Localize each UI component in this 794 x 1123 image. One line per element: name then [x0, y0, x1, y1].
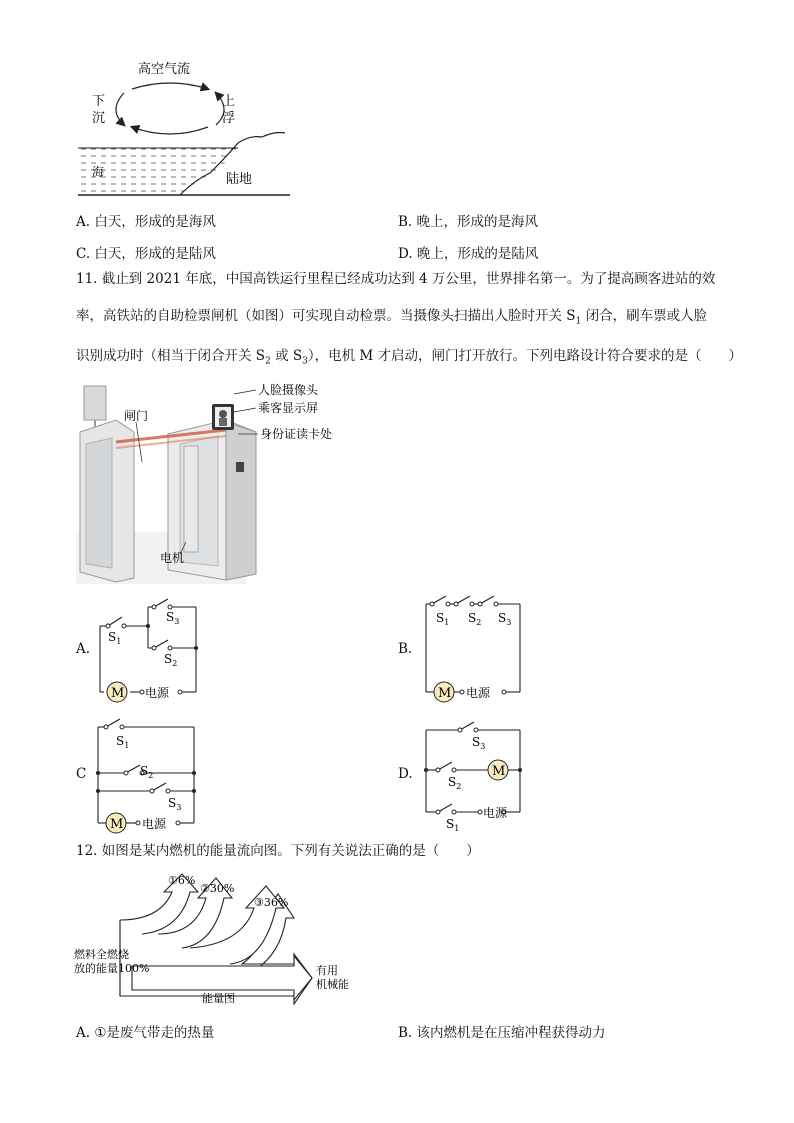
output-label-2: 机械能 — [316, 978, 349, 991]
q10-option-a[interactable]: A. 白天，形成的是海风 — [76, 214, 216, 230]
circuit-option-a-letter[interactable]: A. — [76, 641, 91, 657]
q10-option-b[interactable]: B. 晚上，形成的是海风 — [398, 214, 539, 230]
circuit-b[interactable] — [416, 590, 536, 705]
input-label-1: 燃料全燃烧 — [74, 948, 129, 961]
svg-text:S3: $S_3$ — [168, 796, 182, 812]
turnstile-figure — [76, 382, 346, 584]
svg-text:M: M — [438, 686, 452, 701]
down-label-1: 下 — [92, 94, 106, 109]
svg-text:S2: $S_2$ — [468, 611, 482, 627]
label-id-reader: 身份证读卡处 — [260, 427, 333, 441]
input-label-2: 放的能量100% — [74, 962, 150, 975]
sea-label: 海 — [92, 165, 105, 179]
up-label-2: 浮 — [222, 111, 236, 126]
svg-text:电源: 电源 — [145, 686, 170, 700]
svg-text:S3: $S_3$ — [166, 610, 180, 626]
circuit-option-d-letter[interactable]: D. — [398, 766, 413, 782]
q11-stem-line2: 率，高铁站的自助检票闸机（如图）可实现自动检票。当摄像头扫描出人脸时开关 $S_1$ 闭合，刷车票或人脸 — [76, 308, 708, 327]
svg-text:S2: $S_2$ — [164, 652, 178, 668]
loss-2-label: ②30% — [200, 882, 235, 895]
svg-text:S3: $S_3$ — [498, 611, 512, 627]
q11-stem-line1: 11. 截止到 2021 年底，中国高铁运行里程已经成功达到 4 万公里，世界排名第一。为了提高顾客进站的效 — [76, 271, 716, 287]
top-flow-label: 高空气流 — [138, 62, 191, 77]
circuit-option-b-letter[interactable]: B. — [398, 641, 413, 657]
label-gate: 闸门 — [124, 409, 149, 423]
q10-option-d[interactable]: D. 晚上，形成的是陆风 — [398, 246, 539, 262]
q12-option-a[interactable]: A. ①是废气带走的热量 — [76, 1025, 215, 1041]
q12-stem: 12. 如图是某内燃机的能量流向图。下列有关说法正确的是（ ） — [76, 843, 480, 859]
land-label: 陆地 — [226, 172, 253, 187]
svg-text:电源: 电源 — [483, 806, 508, 820]
svg-text:M: M — [492, 764, 506, 779]
q12-option-b[interactable]: B. 该内燃机是在压缩冲程获得动力 — [398, 1025, 606, 1041]
svg-text:S1: $S_1$ — [116, 734, 130, 750]
circuit-a[interactable] — [90, 593, 210, 705]
svg-text:S2: $S_2$ — [140, 764, 154, 780]
label-motor: 电机 — [160, 551, 185, 565]
circuit-option-c-letter[interactable]: C — [76, 766, 87, 782]
svg-text:电源: 电源 — [466, 686, 491, 700]
svg-text:M: M — [111, 686, 125, 701]
loss-3-label: ③36% — [254, 896, 289, 909]
svg-text:S3: $S_3$ — [472, 735, 486, 751]
svg-text:S1: $S_1$ — [436, 611, 450, 627]
bottom-flow-arrow — [132, 127, 208, 134]
circuit-d[interactable] — [416, 712, 536, 836]
q11-stem-line3: 识别成功时（相当于闭合开关 $S_2$ 或 $S_3$），电机 M 才启动，闸门打开放行。下列电路设计符合要求的是（ ） — [76, 348, 743, 367]
svg-text:电源: 电源 — [142, 817, 167, 831]
top-flow-arrow — [132, 83, 208, 89]
label-screen: 乘客显示屏 — [258, 401, 319, 415]
loss-1-label: ①6% — [168, 874, 196, 887]
circuit-c[interactable] — [88, 713, 208, 835]
energy-flow-figure — [72, 870, 372, 1005]
left-flow-arrow — [116, 93, 124, 125]
climate-figure — [70, 55, 300, 205]
energy-caption: 能量图 — [202, 992, 235, 1005]
svg-text:S1: $S_1$ — [108, 630, 122, 646]
output-label-1: 有用 — [316, 964, 338, 977]
svg-text:S1: $S_1$ — [446, 817, 460, 833]
svg-text:S2: $S_2$ — [448, 775, 462, 791]
up-label-1: 上 — [222, 94, 236, 109]
q10-option-c[interactable]: C. 白天，形成的是陆风 — [76, 246, 216, 262]
svg-text:M: M — [110, 817, 124, 832]
label-camera: 人脸摄像头 — [258, 383, 319, 397]
down-label-2: 沉 — [92, 111, 106, 126]
